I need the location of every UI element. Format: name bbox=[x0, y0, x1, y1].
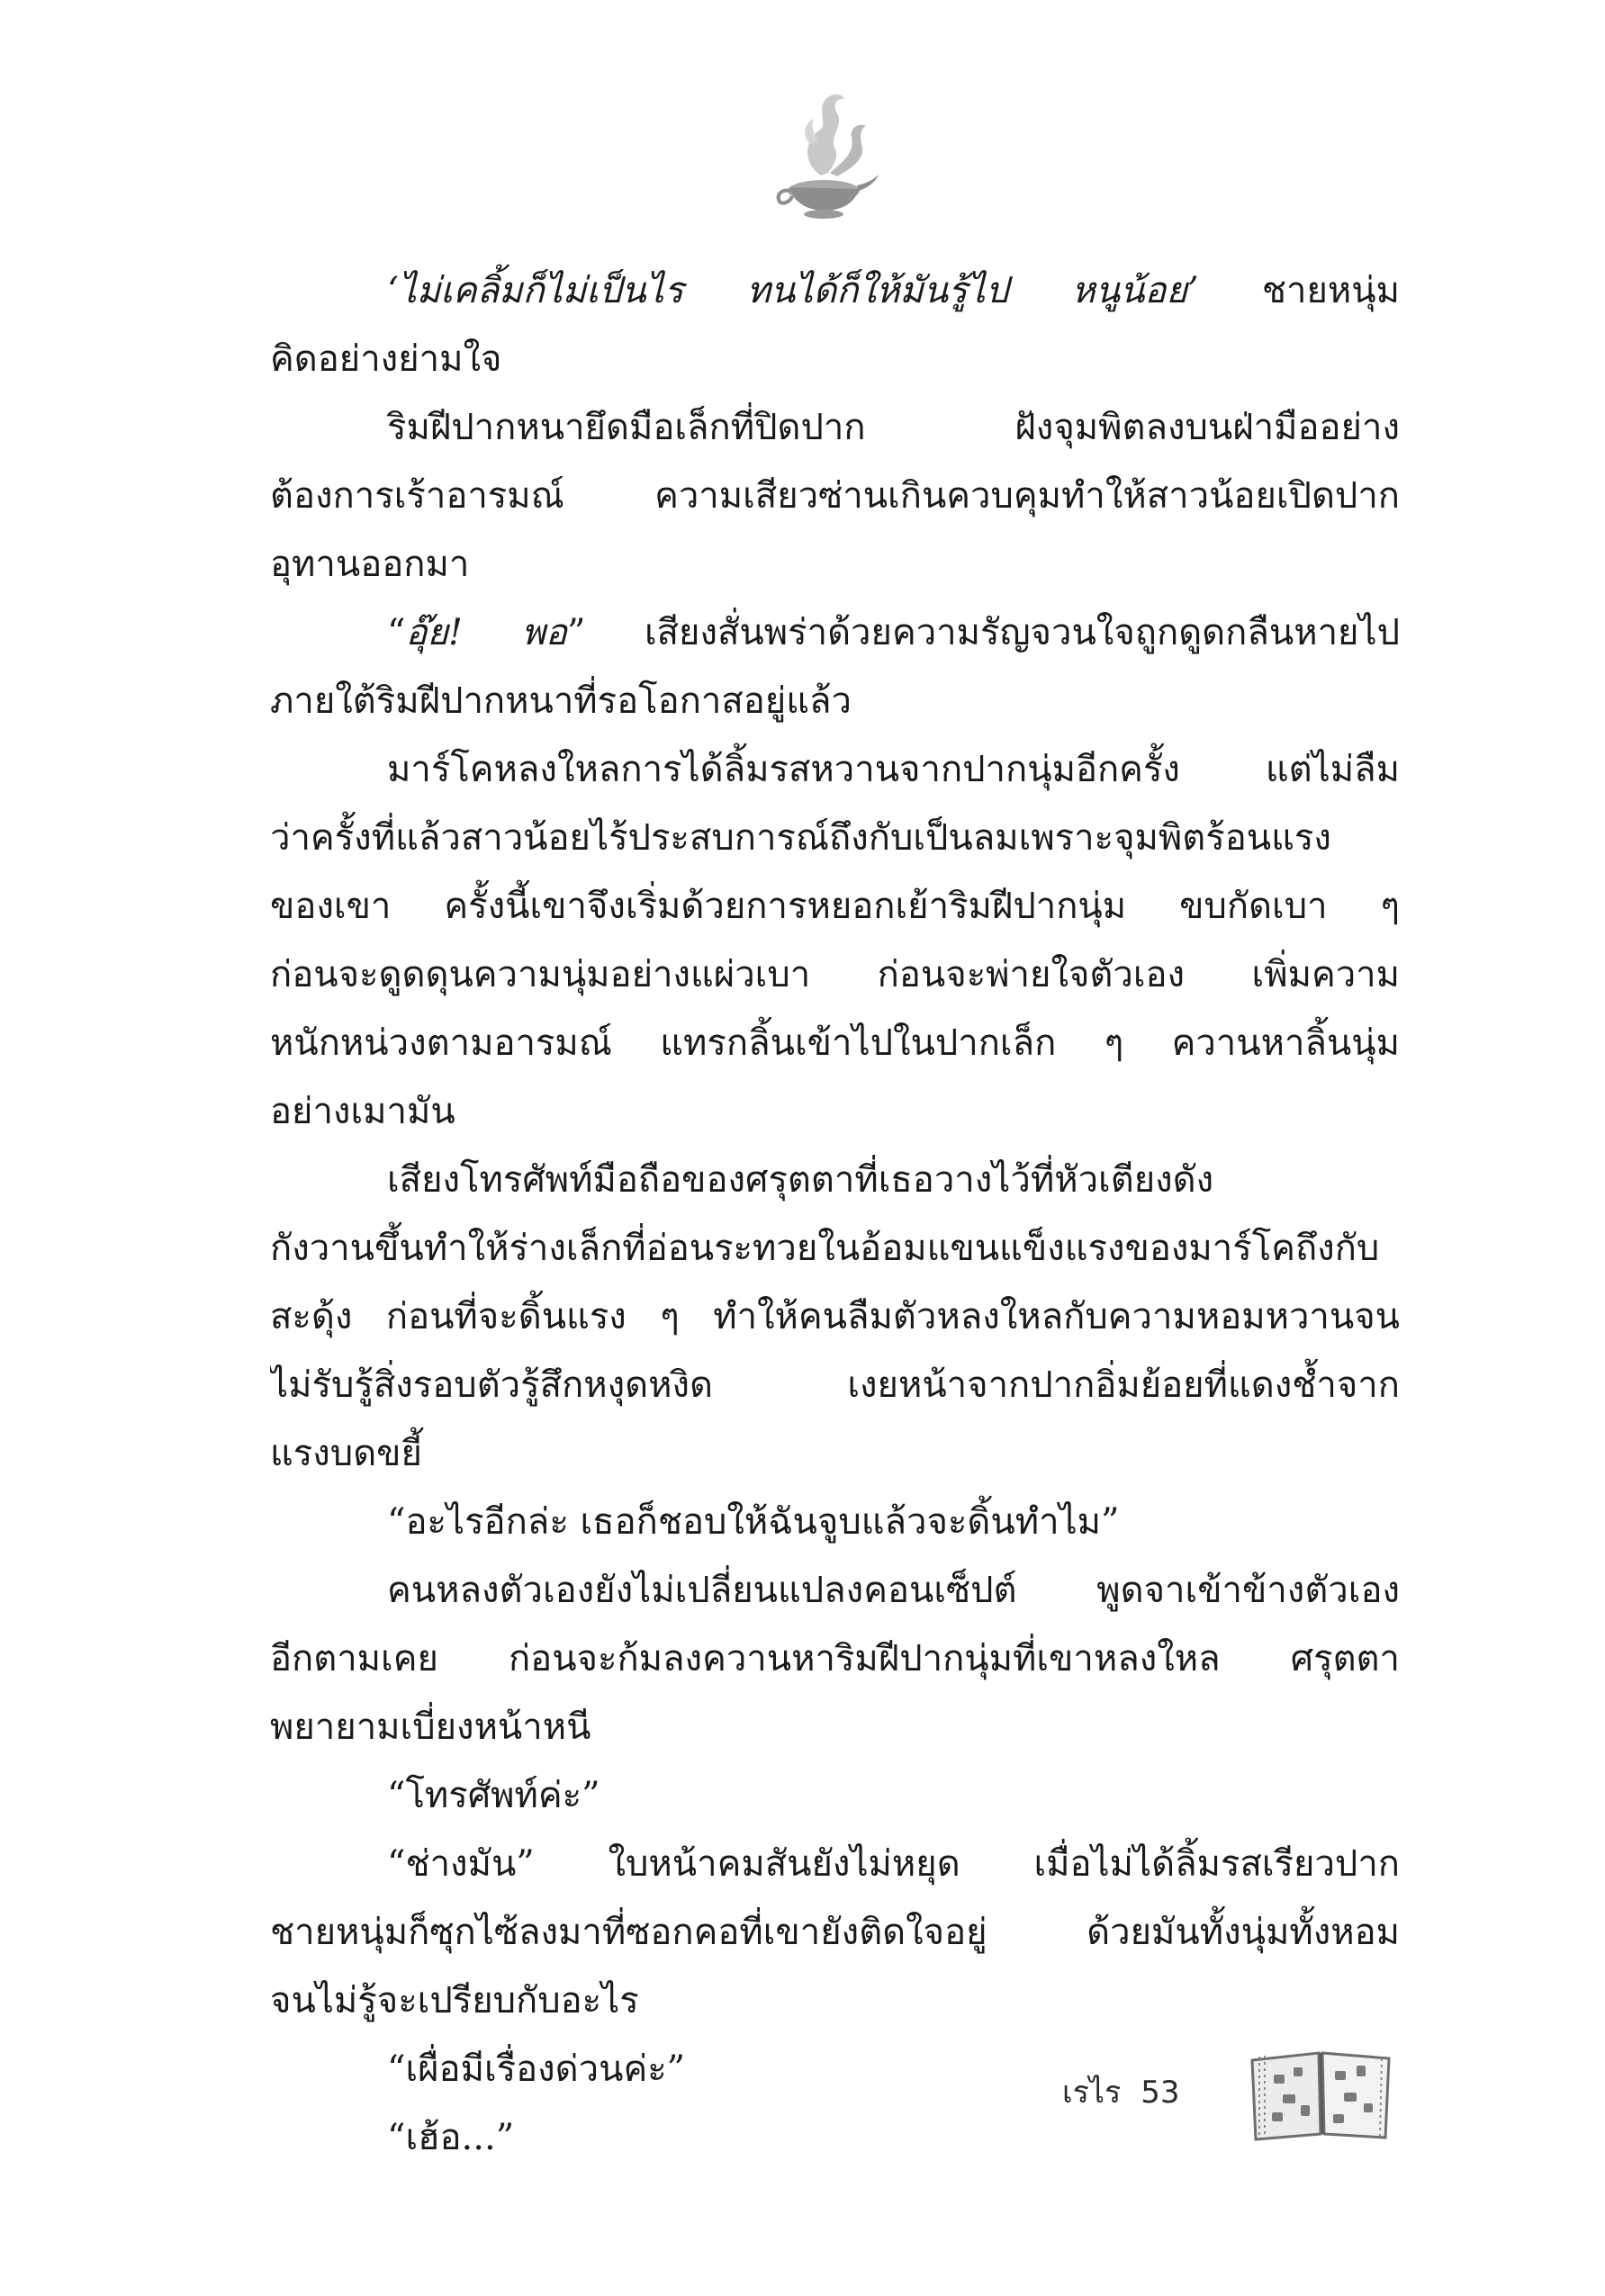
paragraph-2-line-3: อุทานออกมา bbox=[270, 544, 470, 585]
paragraph-10-line-1: “เผื่อมีเรื่องด่วนค่ะ” bbox=[387, 2048, 686, 2090]
paragraph-3-line-2: ภายใต้ริมฝีปากหนาที่รอโอกาสอยู่แล้ว bbox=[270, 680, 852, 722]
paragraph-5-line-5: แรงบดขยี้ bbox=[270, 1433, 422, 1474]
genie-lamp-icon bbox=[765, 90, 882, 225]
story-text bbox=[270, 257, 1400, 2172]
paragraph-9-line-2: ชายหนุ่มก็ซุกไซ้ลงมาที่ซอกคอที่เขายังติดใจอยู่ ด้วยมันทั้งนุ่มทั้งหอม bbox=[270, 1912, 1400, 1953]
open-book-icon bbox=[1247, 2048, 1395, 2142]
paragraph-9-line-1: “ช่างมัน” ใบหน้าคมสันยังไม่หยุด เมื่อไม่ได้ลิ้มรสเรียวปาก bbox=[387, 1843, 1400, 1885]
paragraph-11-line-1: “เฮ้อ...” bbox=[387, 2117, 515, 2158]
paragraph-7-line-3: พยายามเบี่ยงหน้าหนี bbox=[270, 1706, 591, 1748]
paragraph-4-line-1: มาร์โคหลงใหลการได้ลิ้มรสหวานจากปากนุ่มอีกครั้ง แต่ไม่ลืม bbox=[387, 749, 1400, 790]
paragraph-5-line-2: กังวานขึ้นทำให้ร่างเล็กที่อ่อนระทวยในอ้อมแขนแข็งแรงของมาร์โคถึงกับ bbox=[270, 1228, 1380, 1269]
inner-thought-quote: ‘ไม่เคลิ้มก็ไม่เป็นไร ทนได้ก็ให้มันรู้ไป หนูน้อย’ bbox=[387, 270, 1199, 311]
paragraph-7-line-1: คนหลงตัวเองยังไม่เปลี่ยนแปลงคอนเซ็ปต์ พูดจาเข้าข้างตัวเอง bbox=[387, 1570, 1400, 1611]
paragraph-8-line-1: “โทรศัพท์ค่ะ” bbox=[387, 1775, 600, 1816]
paragraph-3-line-1 bbox=[270, 599, 1400, 667]
paragraph-9-line-3: จนไม่รู้จะเปรียบกับอะไร bbox=[270, 1980, 639, 2021]
exclamation-quote: อุ๊ย! พอ bbox=[405, 612, 567, 653]
paragraph-4-line-4: ก่อนจะดูดดุนความนุ่มอย่างแผ่วเบา ก่อนจะพ่ายใจตัวเอง เพิ่มความ bbox=[270, 954, 1400, 995]
paragraph-5-line-1: เสียงโทรศัพท์มือถือของศรุตตาที่เธอวางไว้ที่หัวเตียงดัง bbox=[387, 1159, 1214, 1201]
paragraph-6-line-1: “อะไรอีกล่ะ เธอก็ชอบให้ฉันจูบแล้วจะดิ้นทำไม” bbox=[387, 1501, 1120, 1543]
paragraph-4-line-3: ของเขา ครั้งนี้เขาจึงเริ่มด้วยการหยอกเย้าริมฝีปากนุ่ม ขบกัดเบา ๆ bbox=[270, 886, 1400, 927]
paragraph-7-line-2: อีกตามเคย ก่อนจะก้มลงควานหาริมฝีปากนุ่มที่เขาหลงใหล ศรุตตา bbox=[270, 1638, 1400, 1679]
running-book-title: เรไร bbox=[1062, 2075, 1122, 2111]
paragraph-5-line-4: ไม่รับรู้สิ่งรอบตัวรู้สึกหงุดหงิด เงยหน้าจากปากอิ่มย้อยที่แดงช้ำจาก bbox=[270, 1364, 1400, 1406]
paragraph-1-line-1-rest: ชายหนุ่ม bbox=[1198, 270, 1400, 311]
paragraph-4-line-5: หนักหน่วงตามอารมณ์ แทรกลิ้นเข้าไปในปากเล็ก ๆ ควานหาลิ้นนุ่ม bbox=[270, 1022, 1400, 1064]
page-footer bbox=[1062, 2066, 1180, 2120]
paragraph-5-line-3: สะดุ้ง ก่อนที่จะดิ้นแรง ๆ ทำให้คนลืมตัวหลงใหลกับความหอมหวานจน bbox=[270, 1296, 1400, 1337]
paragraph-1-line-1 bbox=[270, 257, 1400, 325]
paragraph-2-line-1: ริมฝีปากหนายึดมือเล็กที่ปิดปาก ฝังจุมพิตลงบนฝ่ามืออย่าง bbox=[387, 407, 1400, 448]
page-number: 53 bbox=[1141, 2075, 1180, 2111]
paragraph-3-line-1-rest: ” เสียงสั่นพร่าด้วยความรัญจวนใจถูกดูดกลืนหายไป bbox=[566, 612, 1400, 653]
paragraph-4-line-6: อย่างเมามัน bbox=[270, 1091, 455, 1132]
paragraph-2-line-2: ต้องการเร้าอารมณ์ ความเสียวซ่านเกินควบคุมทำให้สาวน้อยเปิดปาก bbox=[270, 475, 1400, 517]
paragraph-4-line-2: ว่าครั้งที่แล้วสาวน้อยไร้ประสบการณ์ถึงกับเป็นลมเพราะจุมพิตร้อนแรง bbox=[270, 817, 1331, 859]
open-quote: “ bbox=[387, 612, 406, 653]
paragraph-1-line-2: คิดอย่างย่ามใจ bbox=[270, 338, 502, 380]
